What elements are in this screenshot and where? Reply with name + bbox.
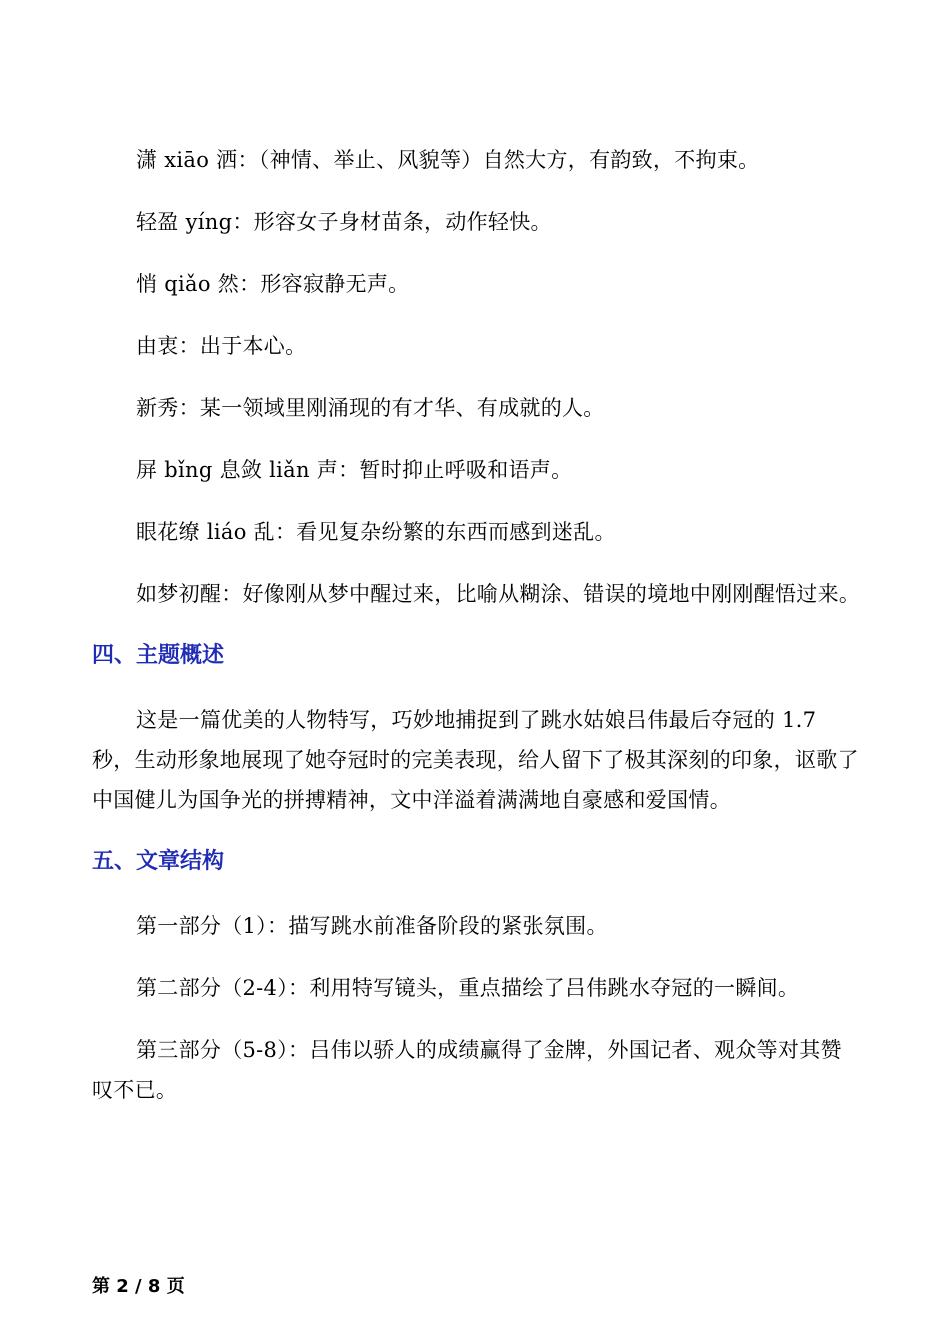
- glossary-entry: 悄 qiǎo 然：形容寂静无声。: [136, 272, 410, 296]
- structure-part: 第一部分（1）：描写跳水前准备阶段的紧张氛围。: [136, 914, 608, 938]
- page-content: [92, 140, 862, 1132]
- section-heading-theme: 四、主题概述: [92, 643, 225, 668]
- glossary-entry: 潇 xiāo 洒：（神情、举止、风貌等）自然大方，有韵致，不拘束。: [136, 148, 760, 172]
- glossary-entry: 如梦初醒：好像刚从梦中醒过来，比喻从糊涂、错误的境地中刚刚醒悟过来。: [136, 582, 861, 606]
- page-number: 第 2 / 8 页: [92, 1276, 185, 1297]
- structure-part: 第二部分（2-4）：利用特写镜头，重点描绘了吕伟跳水夺冠的一瞬间。: [136, 976, 800, 1000]
- section-heading-structure: 五、文章结构: [92, 849, 225, 874]
- glossary-entry: 由衷：出于本心。: [136, 334, 307, 358]
- glossary-entry: 眼花缭 liáo 乱：看见复杂纷繁的东西而感到迷乱。: [136, 520, 616, 544]
- structure-part: 第三部分（5-8）：吕伟以骄人的成绩赢得了金牌，外国记者、观众等对其赞叹不已。: [92, 1038, 842, 1102]
- glossary-entry: 屏 bǐng 息敛 liǎn 声：暂时抑止呼吸和语声。: [136, 458, 573, 482]
- glossary-entry: 新秀：某一领域里刚涌现的有才华、有成就的人。: [136, 396, 605, 420]
- glossary-entry: 轻盈 yíng：形容女子身材苗条，动作轻快。: [136, 210, 552, 234]
- theme-paragraph: 这是一篇优美的人物特写，巧妙地捕捉到了跳水姑娘吕伟最后夺冠的 1.7 秒，生动形象地展现了她夺冠时的完美表现，给人留下了极其深刻的印象，讴歌了中国健儿为国争光的拼搏精神，文中洋溢着满满地自豪感和爱国情。: [92, 708, 859, 812]
